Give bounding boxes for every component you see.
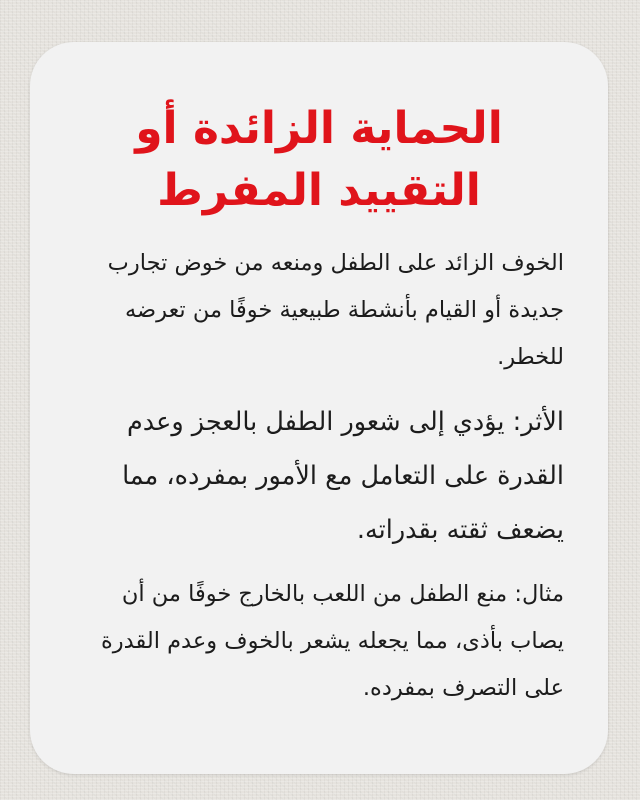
intro-paragraph: الخوف الزائد على الطفل ومنعه من خوض تجارب جديدة أو القيام بأنشطة طبيعية خوفًا من تعرضه للخطر. xyxy=(107,250,564,370)
example-paragraph: مثال: منع الطفل من اللعب بالخارج خوفًا من أن يصاب بأذى، مما يجعله يشعر بالخوف وعدم القدرة على التصرف بمفرده. xyxy=(101,581,564,701)
content-card xyxy=(30,42,608,774)
post-title: الحماية الزائدة أو التقييد المفرط xyxy=(135,103,503,216)
effect-paragraph: الأثر: يؤدي إلى شعور الطفل بالعجز وعدم القدرة على التعامل مع الأمور بمفرده، مما يضعف ثقته بقدراته. xyxy=(122,407,564,545)
